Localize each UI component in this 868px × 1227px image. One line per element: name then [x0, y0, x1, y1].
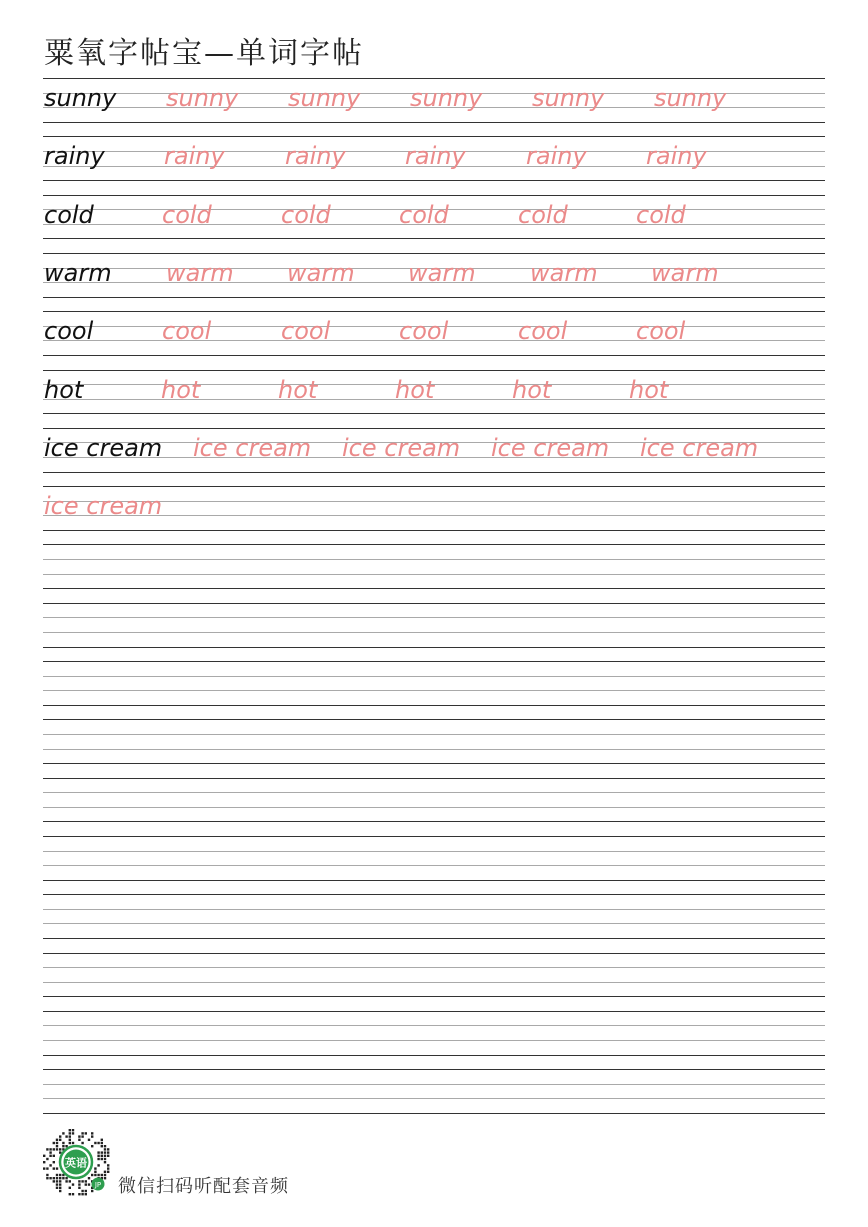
qr-badge-sub-label: JP — [94, 1181, 102, 1189]
ruling-line-dark — [43, 894, 825, 895]
ruling-line-dark — [43, 705, 825, 706]
trace-word: cold — [636, 200, 686, 229]
ruling-line-dark — [43, 953, 825, 954]
ruling-line-light — [43, 559, 825, 560]
ruling-line-dark — [43, 603, 825, 604]
trace-word: sunny — [410, 84, 483, 112]
ruling-line-dark — [43, 719, 825, 720]
ruling-line-dark — [43, 370, 825, 371]
ruling-line-light — [43, 676, 825, 677]
ruling-line-dark — [43, 297, 825, 298]
trace-word: hot — [161, 375, 201, 404]
trace-word: hot — [395, 375, 435, 404]
trace-word: ice cream — [193, 433, 312, 462]
ruling-line-dark — [43, 1055, 825, 1056]
trace-word: cold — [518, 200, 568, 229]
trace-word: sunny — [288, 84, 361, 112]
ruling-line-dark — [43, 1011, 825, 1012]
ruling-line-dark — [43, 122, 825, 123]
trace-word: ice cream — [491, 433, 610, 462]
ruling-line-light — [43, 1098, 825, 1099]
ruling-line-light — [43, 982, 825, 983]
ruling-line-dark — [43, 472, 825, 473]
ruling-line-dark — [43, 880, 825, 881]
ruling-line-light — [43, 617, 825, 618]
page-title: 粟氧字帖宝—单词字帖 — [44, 36, 364, 71]
trace-word: rainy — [646, 142, 707, 171]
ruling-line-light — [43, 1025, 825, 1026]
trace-word: hot — [278, 375, 318, 404]
ruling-line-dark — [43, 413, 825, 414]
ruling-line-light — [43, 1084, 825, 1085]
ruling-line-light — [43, 574, 825, 575]
ruling-line-light — [43, 807, 825, 808]
ruling-line-dark — [43, 180, 825, 181]
ruling-line-light — [43, 792, 825, 793]
ruling-line-light — [43, 690, 825, 691]
ruling-line-dark — [43, 355, 825, 356]
trace-word: cool — [518, 317, 568, 346]
ruling-line-dark — [43, 836, 825, 837]
ruling-line-dark — [43, 661, 825, 662]
ruling-line-dark — [43, 238, 825, 239]
model-word: ice cream — [44, 433, 163, 462]
model-word: sunny — [44, 84, 117, 112]
trace-word: rainy — [285, 142, 346, 171]
ruling-line-dark — [43, 763, 825, 764]
footer-text: 微信扫码听配套音频 — [118, 1176, 289, 1197]
trace-word: rainy — [526, 142, 587, 171]
ruling-line-dark — [43, 647, 825, 648]
trace-word: rainy — [164, 142, 225, 171]
ruling-line-dark — [43, 996, 825, 997]
ruling-line-light — [43, 865, 825, 866]
ruling-line-dark — [43, 938, 825, 939]
trace-word: sunny — [532, 84, 605, 112]
trace-word: cold — [162, 200, 212, 229]
model-word: rainy — [44, 142, 105, 171]
trace-word: warm — [530, 258, 598, 287]
ruling-line-dark — [43, 195, 825, 196]
ruling-line-dark — [43, 821, 825, 822]
trace-word: warm — [408, 258, 476, 287]
ruling-line-dark — [43, 1069, 825, 1070]
trace-word: ice cream — [342, 433, 461, 462]
ruling-line-dark — [43, 530, 825, 531]
trace-word: warm — [651, 258, 719, 287]
trace-word: hot — [629, 375, 669, 404]
qr-code-icon[interactable] — [40, 1126, 112, 1198]
ruling-line-light — [43, 749, 825, 750]
ruling-line-dark — [43, 253, 825, 254]
ruling-line-dark — [43, 486, 825, 487]
ruling-line-light — [43, 851, 825, 852]
ruling-line-dark — [43, 1113, 825, 1114]
trace-word: ice cream — [44, 492, 163, 521]
trace-word: warm — [287, 258, 355, 287]
ruling-line-dark — [43, 311, 825, 312]
qr-badge-label: 英语 — [65, 1156, 87, 1170]
ruling-line-dark — [43, 544, 825, 545]
model-word: cool — [44, 317, 94, 346]
ruling-line-light — [43, 967, 825, 968]
ruling-line-light — [43, 734, 825, 735]
ruling-line-dark — [43, 778, 825, 779]
trace-word: hot — [512, 375, 552, 404]
trace-word: cool — [399, 317, 449, 346]
trace-word: cold — [281, 200, 331, 229]
trace-word: rainy — [405, 142, 466, 171]
trace-word: ice cream — [640, 433, 759, 462]
trace-word: cool — [636, 317, 686, 346]
trace-word: cold — [399, 200, 449, 229]
ruling-line-dark — [43, 588, 825, 589]
trace-word: warm — [166, 258, 234, 287]
ruling-line-dark — [43, 78, 825, 79]
trace-word: sunny — [654, 84, 727, 112]
ruling-line-light — [43, 1040, 825, 1041]
ruling-line-light — [43, 909, 825, 910]
ruling-line-dark — [43, 136, 825, 137]
model-word: warm — [44, 258, 112, 287]
model-word: hot — [44, 375, 84, 404]
ruling-line-light — [43, 632, 825, 633]
ruling-line-light — [43, 923, 825, 924]
footer — [40, 1126, 340, 1198]
trace-word: cool — [162, 317, 212, 346]
ruling-line-dark — [43, 428, 825, 429]
trace-word: sunny — [166, 84, 239, 112]
trace-word: cool — [281, 317, 331, 346]
model-word: cold — [44, 200, 94, 229]
